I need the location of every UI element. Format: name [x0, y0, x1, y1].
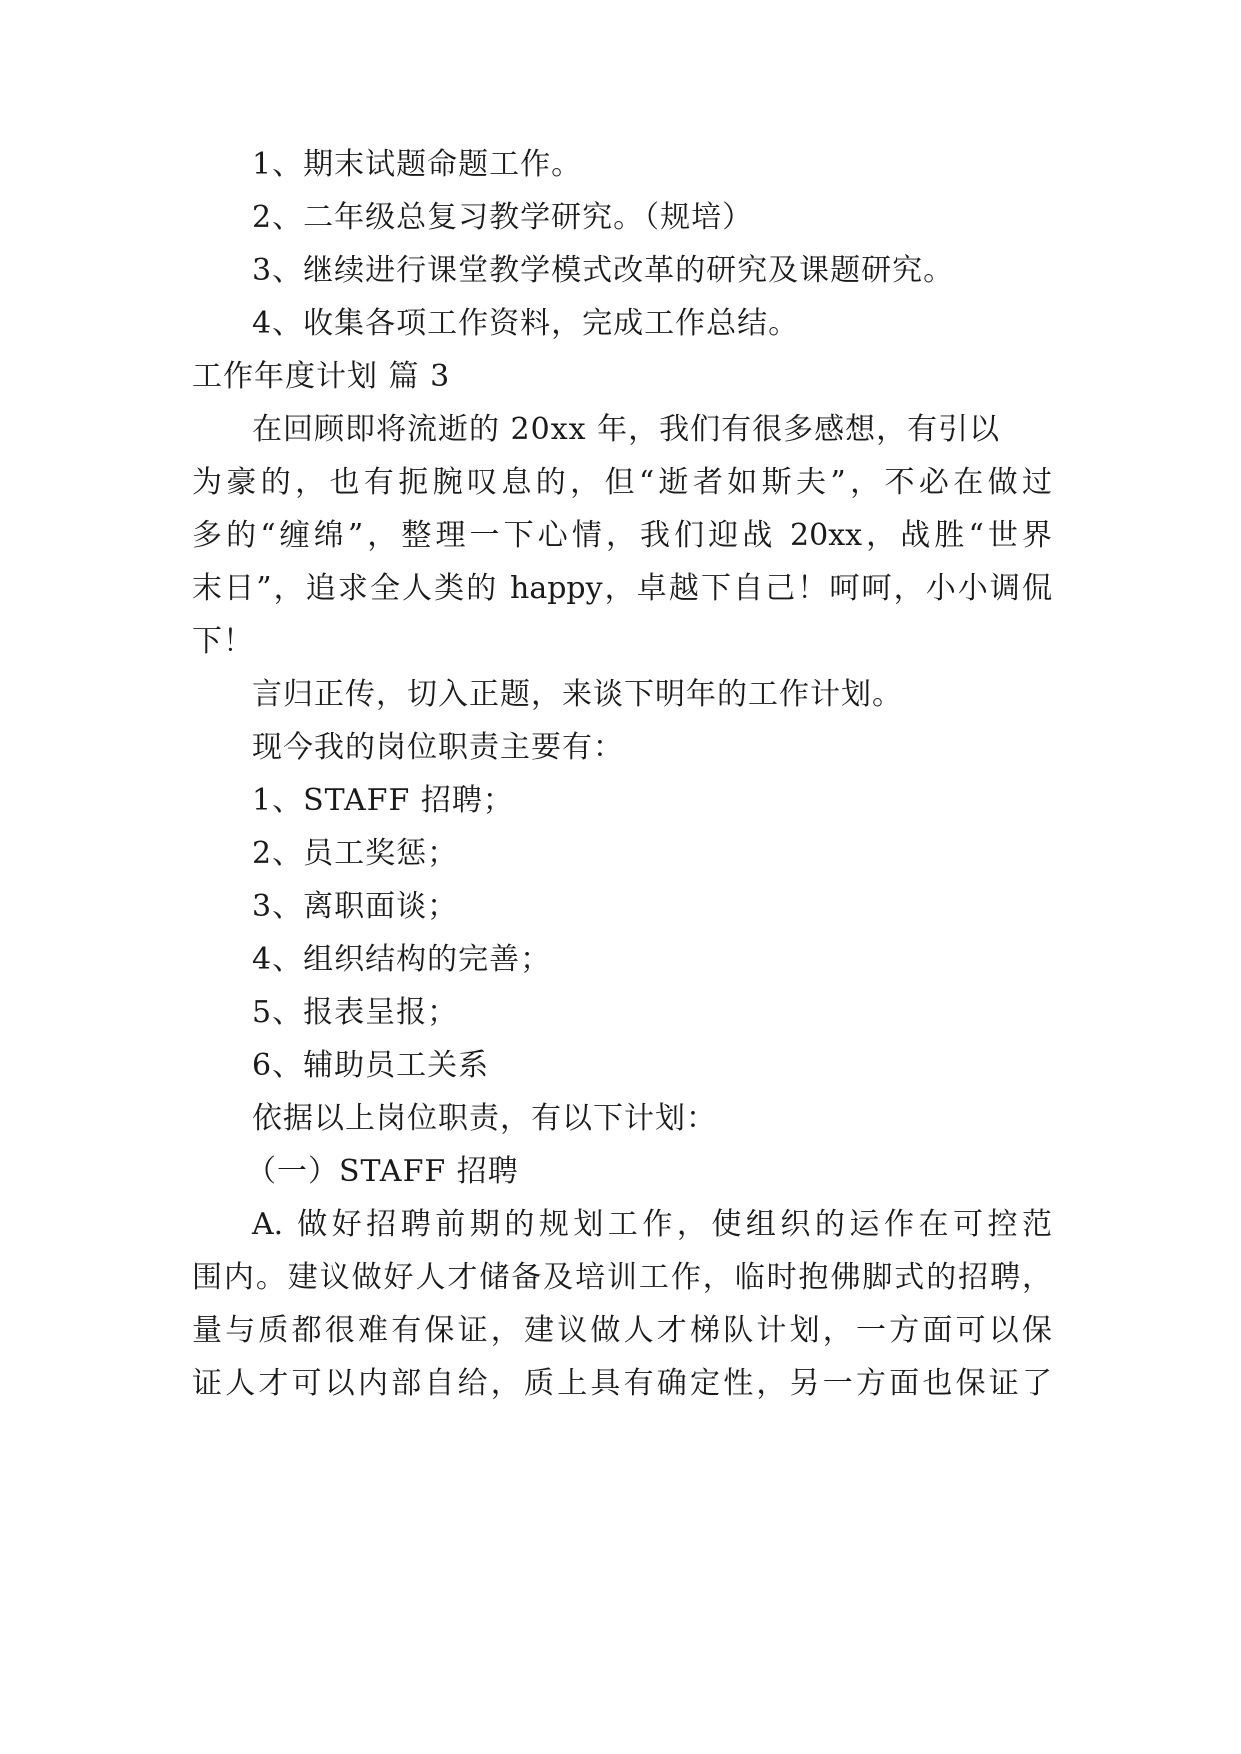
- list-item: 4、收集各项工作资料，完成工作总结。: [252, 306, 800, 341]
- list-item: 1、期末试题命题工作。: [252, 147, 583, 182]
- paragraph-line: 下！: [192, 624, 254, 659]
- paragraph-line: 在回顾即将流逝的 20xx 年，我们有很多感想，有引以: [252, 412, 1001, 447]
- sub-heading: （一）STAFF 招聘: [246, 1154, 519, 1189]
- paragraph-line: 量与质都很难有保证，建议做人才梯队计划，一方面可以保: [192, 1313, 1052, 1348]
- list-item: 1、STAFF 招聘；: [252, 783, 514, 818]
- paragraph-line: A. 做好招聘前期的规划工作，使组织的运作在可控范: [252, 1207, 1052, 1242]
- paragraph-line: 末日”，追求全人类的 happy，卓越下自己！呵呵，小小调侃: [192, 571, 1052, 606]
- paragraph: 现今我的岗位职责主要有：: [252, 730, 624, 765]
- paragraph-line: 多的“缠绵”，整理一下心情，我们迎战 20xx，战胜“世界: [192, 518, 1052, 553]
- list-item: 6、辅助员工关系: [252, 1048, 490, 1083]
- paragraph-line: 为豪的，也有扼腕叹息的，但“逝者如斯夫”，不必在做过: [192, 465, 1052, 500]
- section-title: 工作年度计划 篇 3: [192, 359, 451, 394]
- list-item: 2、二年级总复习教学研究。（规培）: [252, 200, 754, 235]
- paragraph: 依据以上岗位职责，有以下计划：: [252, 1101, 717, 1136]
- list-item: 2、员工奖惩；: [252, 836, 459, 871]
- list-item: 5、报表呈报；: [252, 995, 459, 1030]
- paragraph-line: 围内。建议做好人才储备及培训工作，临时抱佛脚式的招聘，: [192, 1260, 1052, 1295]
- list-item: 3、离职面谈；: [252, 889, 459, 924]
- paragraph-line: 证人才可以内部自给，质上具有确定性，另一方面也保证了: [192, 1366, 1052, 1401]
- list-item: 3、继续进行课堂教学模式改革的研究及课题研究。: [252, 253, 955, 288]
- list-item: 4、组织结构的完善；: [252, 942, 552, 977]
- paragraph: 言归正传，切入正题，来谈下明年的工作计划。: [252, 677, 903, 712]
